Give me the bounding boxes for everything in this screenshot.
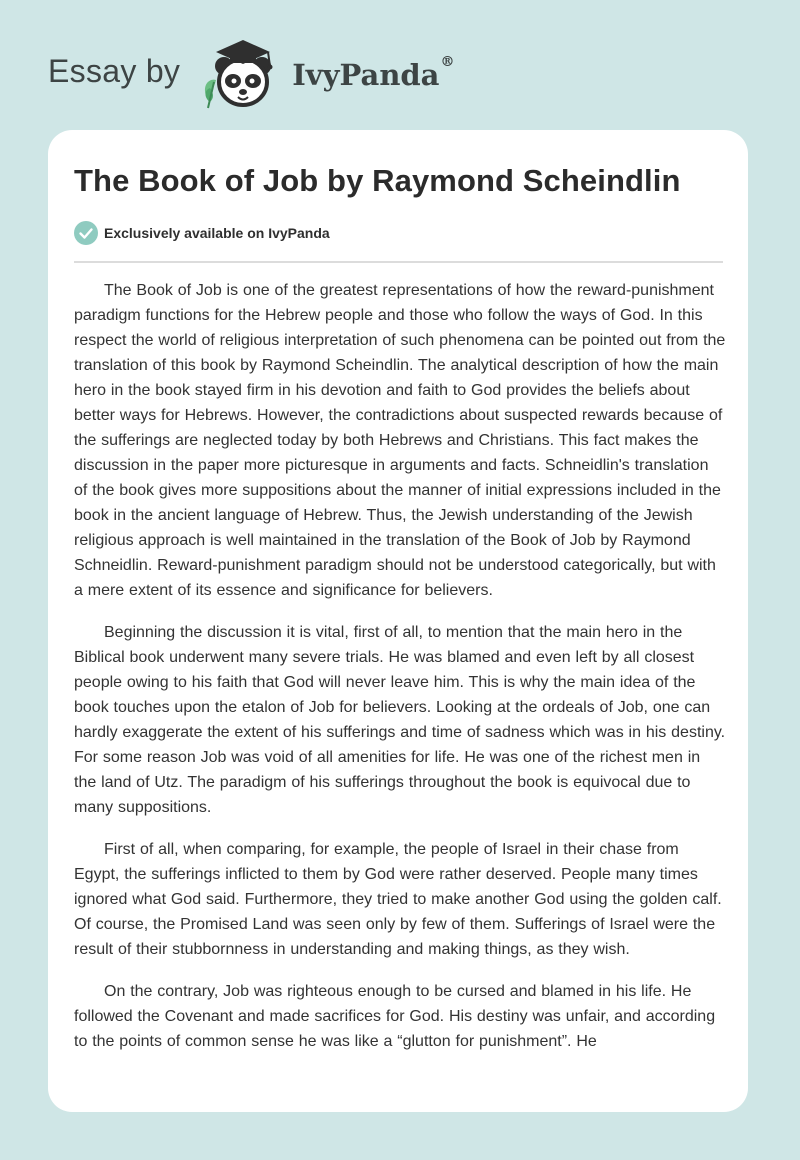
brand-header[interactable] <box>48 34 454 114</box>
check-circle-icon <box>74 221 98 245</box>
paragraph: First of all, when comparing, for example, the people of Israel in their chase from Egypt, the sufferings inflicted to them by God were rather deserved. People many times ignored what God said. Furthermore, they tried to make another God using the golden calf. Of course, the Promised Land was seen only by few of them. Sufferings of Israel were the result of their stubbornness in understanding and making things, as they wish. <box>74 841 722 958</box>
availability-badge <box>74 221 330 245</box>
brand-name <box>292 54 455 92</box>
page-title: The Book of Job by Raymond Scheindlin <box>74 163 681 198</box>
paragraph: On the contrary, Job was righteous enough to be cursed and blamed in his life. He followed the Covenant and made sacrifices for God. His destiny was unfair, and according to the points of common sense he was like a “glutton for punishment”. He <box>74 983 716 1050</box>
registered-mark: ® <box>440 54 455 70</box>
essay-body <box>74 278 726 1071</box>
brand-name-text: IvyPanda <box>292 58 440 92</box>
badge-text: Exclusively available on IvyPanda <box>104 225 330 241</box>
divider <box>74 261 723 263</box>
essay-card <box>48 130 748 1112</box>
paragraph: The Book of Job is one of the greatest representations of how the reward-punishment paradigm functions for the Hebrew people and those who follow the ways of God. In this respect the world of religious interpretation of such phenomena can be pointed out from the translation of this book by Raymond Scheindlin. The analytical description of how the main hero in the book stayed firm in his devotion and faith to God provides the beliefs about better ways for Hebrews. However, the contradictions about suspected rewards because of the sufferings are neglected today by both Hebrews and Christians. This fact makes the discussion in the paper more picturesque in arguments and facts. Schneidlin's translation of the book gives more suppositions about the manner of initial expressions included in the book in the ancient language of Hebrew. Thus, the Jewish understanding of the Jewish religious approach is well maintained in the translation of the Book of Job by Raymond Schneidlin. Reward-punishment paradigm should not be understood categorically, but with a mere extent of its essence and significance for believers. <box>74 282 726 599</box>
panda-graduate-icon <box>198 36 284 112</box>
paragraph: Beginning the discussion it is vital, first of all, to mention that the main hero in the Biblical book underwent many severe trials. He was blamed and even left by all closest people owing to his faith that God will never leave him. This is why the main idea of the book touches upon the etalon of Job for believers. Looking at the ordeals of Job, one can hardly exaggerate the extent of his sufferings and time of sadness which was in his destiny. For some reason Job was void of all amenities for life. He was one of the richest men in the land of Utz. The paradigm of his sufferings throughout the book is equivocal due to many suppositions. <box>74 624 726 816</box>
brand-prefix: Essay by <box>48 52 181 89</box>
